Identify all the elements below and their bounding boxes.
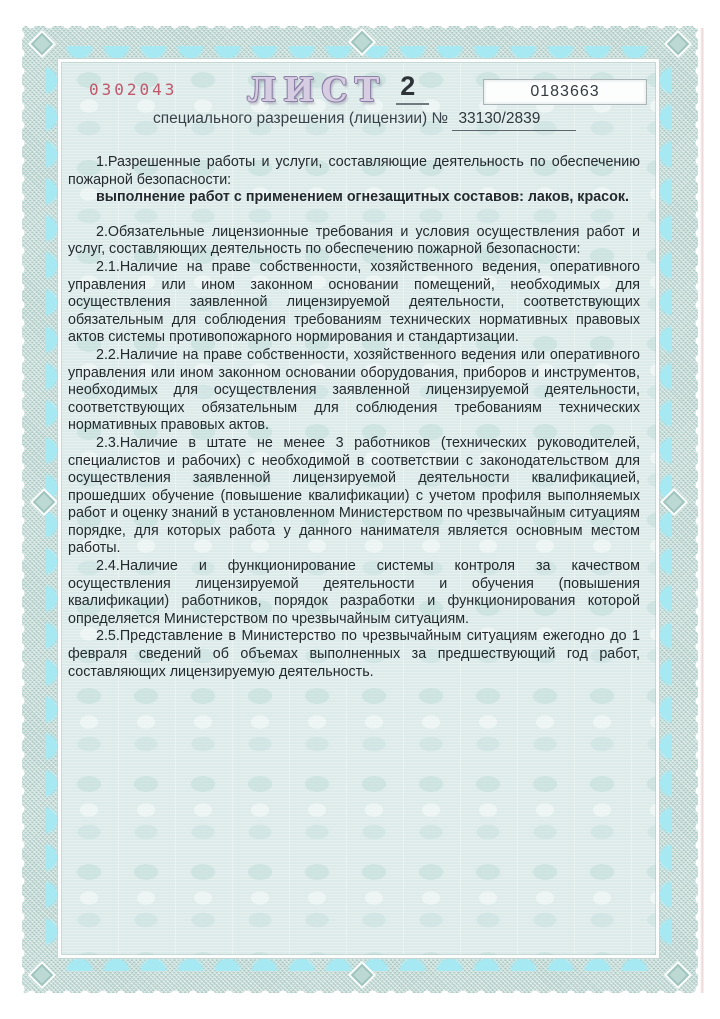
red-serial-number: 0302043 — [89, 80, 178, 99]
border-wave-bottom — [22, 987, 698, 995]
paragraph-1-permitted-works: выполнение работ с применением огнезащитных составов: лаков, красок. — [96, 189, 629, 206]
form-number-box — [483, 79, 647, 105]
paragraph-2-5: 2.5.Представление в Министерство по чрезвычайным ситуациям ежегодно до 1 февраля сведений об объемах выполненных за предшествующий год работ, составляющих лицензируемую деятельность. — [68, 628, 640, 680]
paragraph-2-3: 2.3.Наличие в штате не менее 3 работников (технических руководителей, специалистов и рабочих) с необходимой в соответствии с законодательством для осуществления заявленной лицензируемой деятельности квалификацией, прошедших обучение (повышение квалификации) с учетом профиля выполняемых работ и оценку знаний в установленном Министерством по чрезвычайным ситуациям порядке, для которых работа у данного нанимателя является основным местом работы. — [68, 434, 640, 557]
document-inner-area — [58, 59, 659, 958]
scanner-edge-artifact — [700, 28, 704, 993]
paragraph-1: 1.Разрешенные работы и услуги, составляющие деятельность по обеспечению пожарной безопасности: — [68, 154, 640, 188]
subtitle-label: специального разрешения (лицензии) № — [153, 110, 449, 127]
license-number: 33130/2839 — [452, 110, 576, 131]
form-number: 0183663 — [530, 83, 600, 100]
subtitle-line — [153, 110, 576, 131]
border-wave-left — [20, 26, 28, 993]
paragraph-2-1: 2.1.Наличие на праве собственности, хозяйственного ведения, оперативного управления или ином законном основании помещений, необходимых для осуществления заявленной лицензируемой деятельности, соответствующих обязательным для соблюдения требованиям технических нормативных правовых актов системы противопожарного нормирования и стандартизации. — [68, 258, 640, 346]
sheet-word: ЛИСТ — [247, 70, 387, 109]
paragraph-2-4: 2.4.Наличие и функционирование системы контроля за качеством осуществления лицензируемой деятельности и обучения (повышения квалификации) работников, порядок разработки и функционирования которой определяется Министерством по чрезвычайным ситуациям. — [68, 558, 640, 627]
sheet-title — [247, 70, 429, 109]
body-text-block — [68, 154, 640, 681]
border-wave-right — [692, 26, 700, 993]
paragraph-2-2: 2.2.Наличие на праве собственности, хозяйственного ведения или оперативного управления или ином законном основании оборудования, приборов и инструментов, необходимых для осуществления заявленной лицензируемой деятельности, соответствующих обязательным для соблюдения требованиям технических нормативных правовых актов. — [68, 346, 640, 434]
paragraph-2: 2.Обязательные лицензионные требования и условия осуществления работ и услуг, составляющих деятельность по обеспечению пожарной безопасности: — [68, 223, 640, 258]
sheet-number: 2 — [396, 71, 429, 105]
